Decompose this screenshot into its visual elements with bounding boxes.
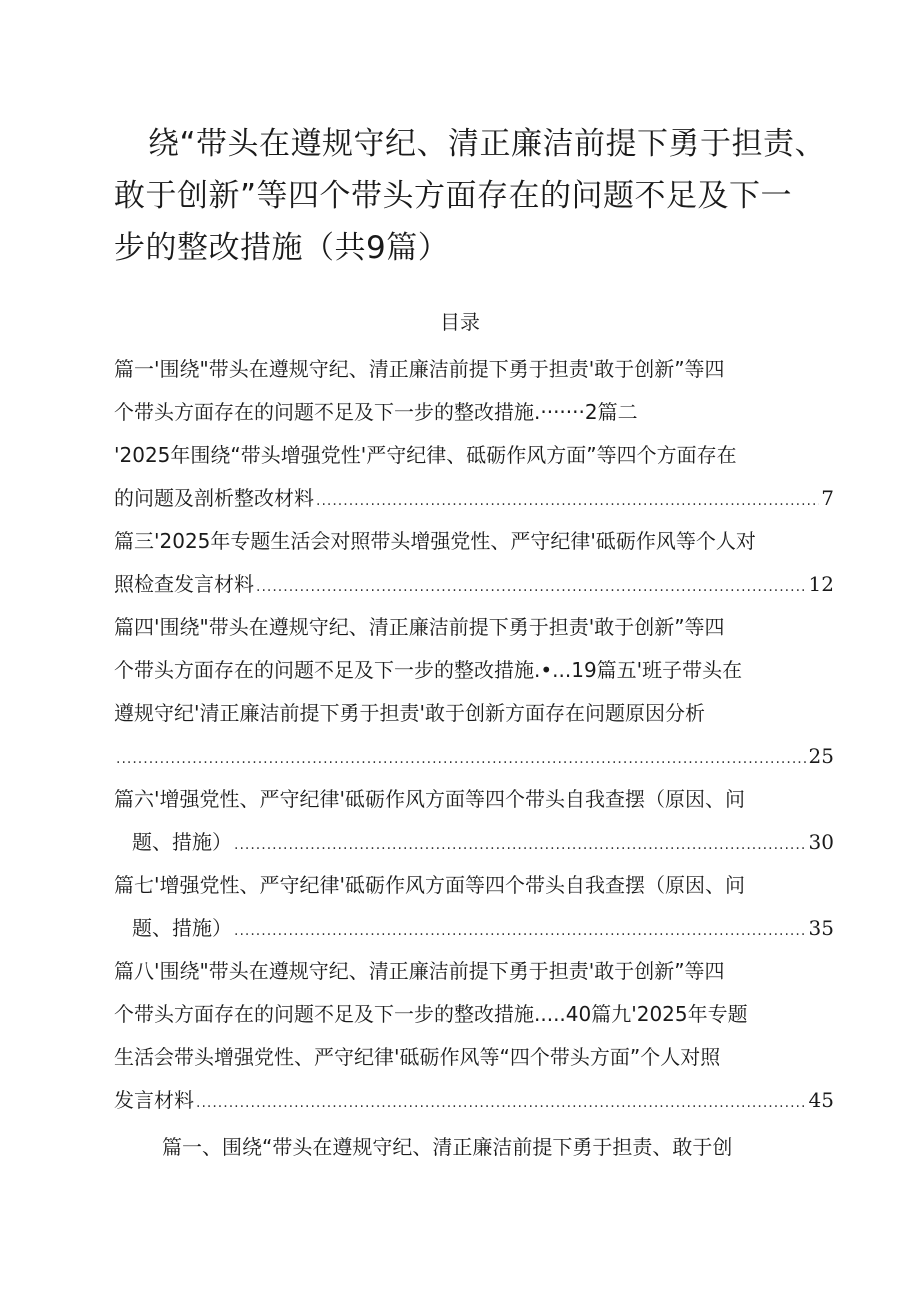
toc-line-text: 个带头方面存在的问题不足及下一步的整改措施.•...19篇五'班子带头在 (114, 658, 743, 682)
dot-leader (234, 830, 807, 860)
dot-leader (196, 1088, 807, 1118)
toc-line[interactable] (114, 483, 834, 516)
toc-line-text: '2025年围绕“带头增强党性'严守纪律、砥砺作风方面”等四个方面存在 (114, 443, 737, 467)
document-title (114, 118, 854, 274)
toc-line[interactable] (114, 870, 834, 900)
toc-line[interactable] (114, 526, 834, 556)
toc-line-text: 生活会带头增强党性、严守纪律'砥砺作风等“四个带头方面”个人对照 (114, 1045, 721, 1069)
toc-line[interactable] (114, 655, 834, 685)
toc-line[interactable] (114, 741, 834, 774)
toc-line-text: 个带头方面存在的问题不足及下一步的整改措施.·······2篇二 (114, 400, 638, 424)
toc-line[interactable] (114, 956, 834, 986)
title-line-3: 步的整改措施（共9篇） (114, 230, 450, 266)
toc-line[interactable] (114, 397, 834, 427)
toc-page-number: 30 (808, 830, 834, 854)
toc-line-text: 篇四'围绕"带头在遵规守纪、清正廉洁前提下勇于担责'敢于创新”等四 (114, 615, 725, 639)
toc-page-number: 35 (808, 916, 834, 940)
toc-line-text: 篇七'增强党性、严守纪律'砥砺作风方面等四个带头自我查摆（原因、问 (114, 873, 745, 897)
toc-line[interactable] (132, 827, 834, 860)
toc-heading: 目录 (440, 310, 480, 334)
toc-page-number: 45 (808, 1088, 834, 1112)
dot-leader (316, 486, 819, 516)
toc-line[interactable] (132, 913, 834, 946)
toc-line[interactable] (114, 569, 834, 602)
dot-leader (256, 572, 807, 602)
toc-page-number: 12 (808, 572, 834, 596)
toc-line[interactable] (114, 698, 834, 728)
toc-line-text: 的问题及剖析整改材料 (114, 486, 314, 510)
toc-line-text: 发言材料 (114, 1088, 194, 1112)
toc-line[interactable] (114, 440, 834, 470)
toc-line[interactable] (114, 784, 834, 814)
toc-page-number: 25 (808, 744, 834, 768)
toc-line[interactable] (114, 612, 834, 642)
toc-line-text: 题、措施） (132, 830, 232, 854)
toc-line-text: 篇八'围绕"带头在遵规守纪、清正廉洁前提下勇于担责'敢于创新”等四 (114, 959, 725, 983)
toc-line[interactable] (114, 354, 834, 384)
toc-line-text: 个带头方面存在的问题不足及下一步的整改措施.....40篇九'2025年专题 (114, 1002, 748, 1026)
toc-line-text: 篇三'2025年专题生活会对照带头增强党性、严守纪律'砥砺作风等个人对 (114, 529, 756, 553)
dot-leader (234, 916, 807, 946)
toc-line-text: 照检查发言材料 (114, 572, 254, 596)
toc-line[interactable] (114, 1085, 834, 1118)
section-heading-text: 篇一、围绕“带头在遵规守纪、清正廉洁前提下勇于担责、敢于创 (162, 1135, 733, 1159)
toc-line[interactable] (114, 1042, 834, 1072)
toc-line-text: 篇一'围绕"带头在遵规守纪、清正廉洁前提下勇于担责'敢于创新”等四 (114, 357, 725, 381)
title-line-1: 绕“带头在遵规守纪、清正廉洁前提下勇于担责、 (148, 126, 827, 162)
toc-line[interactable] (114, 999, 834, 1029)
toc-line-text: 题、措施） (132, 916, 232, 940)
toc-page-number: 7 (821, 486, 834, 510)
toc-line-text: 遵规守纪'清正廉洁前提下勇于担责'敢于创新方面存在问题原因分析 (114, 701, 705, 725)
section-heading (162, 1132, 842, 1162)
title-line-2: 敢于创新”等四个带头方面存在的问题不足及下一 (114, 178, 793, 214)
toc-line-text: 篇六'增强党性、严守纪律'砥砺作风方面等四个带头自我查摆（原因、问 (114, 787, 745, 811)
dot-leader (116, 744, 807, 774)
